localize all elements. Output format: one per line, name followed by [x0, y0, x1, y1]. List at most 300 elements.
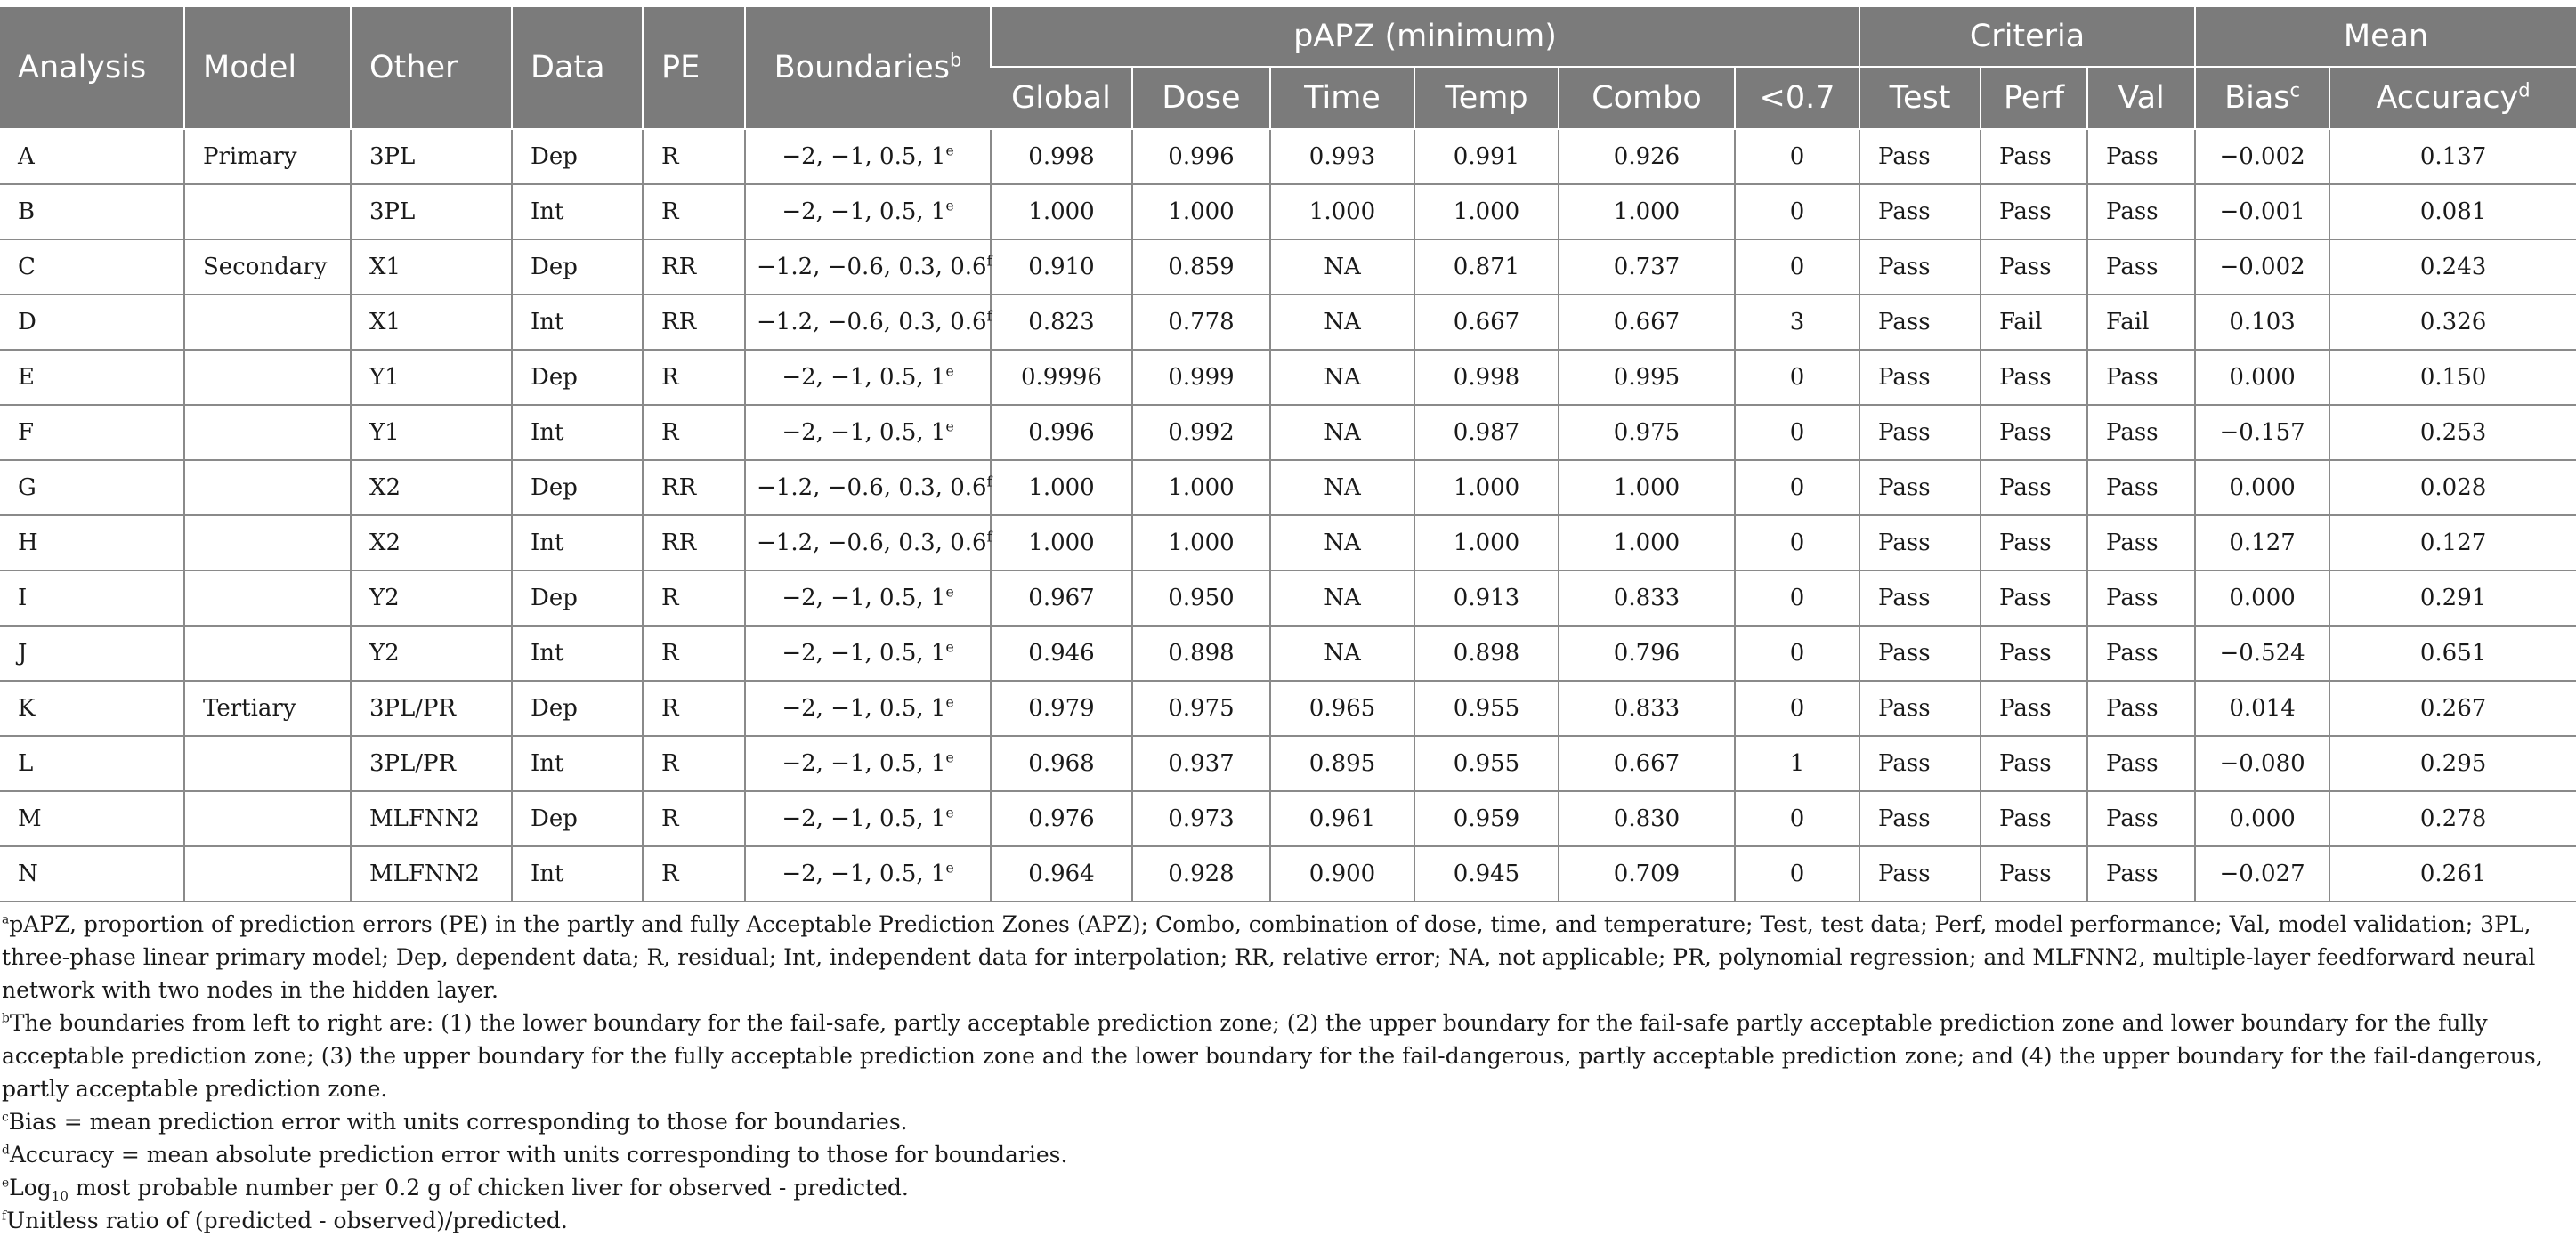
cell-data: Int: [512, 295, 643, 350]
cell-time: NA: [1270, 515, 1414, 570]
cell-perf: Pass: [1981, 626, 2087, 681]
cell-data: Dep: [512, 681, 643, 736]
footnote-c: [2, 1105, 2565, 1138]
cell-perf: Pass: [1981, 460, 2087, 515]
bounds-value: −1.2, −0.6, 0.3, 0.6: [757, 530, 987, 556]
cell-pe: R: [643, 736, 745, 791]
cell-other: Y1: [351, 405, 512, 460]
cell-time: NA: [1270, 460, 1414, 515]
group-papz: pAPZ (minimum): [991, 7, 1859, 67]
cell-pe: R: [643, 570, 745, 626]
cell-time: NA: [1270, 405, 1414, 460]
bounds-value: −2, −1, 0.5, 1: [782, 640, 946, 667]
cell-analysis: A: [0, 129, 184, 184]
bounds-footnote-mark: e: [945, 142, 954, 159]
cell-temp: 0.913: [1414, 570, 1559, 626]
col-temp: Temp: [1414, 67, 1559, 129]
cell-other: 3PL/PR: [351, 681, 512, 736]
cell-pe: R: [643, 405, 745, 460]
col-boundaries-label: Boundaries: [774, 50, 950, 85]
table-row: [0, 460, 2576, 515]
footnote-text: most probable number per 0.2 g of chicken liver for observed - predicted.: [68, 1175, 909, 1201]
col-test: Test: [1859, 67, 1981, 129]
col-boundaries: [745, 7, 991, 129]
cell-other: X2: [351, 515, 512, 570]
cell-bounds: [745, 570, 991, 626]
cell-other: 3PL/PR: [351, 736, 512, 791]
cell-global: 0.998: [991, 129, 1132, 184]
cell-global: 0.946: [991, 626, 1132, 681]
cell-perf: Pass: [1981, 736, 2087, 791]
cell-other: 3PL: [351, 184, 512, 239]
cell-lt07: 0: [1735, 405, 1859, 460]
cell-val: Pass: [2087, 570, 2195, 626]
footnote-text: Accuracy = mean absolute prediction error with units corresponding to those for boundaries.: [9, 1142, 1068, 1168]
footnote-subscript: 10: [51, 1188, 69, 1204]
cell-dose: 1.000: [1132, 460, 1270, 515]
bounds-footnote-mark: e: [945, 584, 954, 601]
bounds-footnote-mark: e: [945, 804, 954, 821]
bounds-footnote-mark: e: [945, 749, 954, 766]
cell-combo: 0.995: [1559, 350, 1735, 405]
footnote-mark: d: [2, 1143, 10, 1158]
table-row: [0, 515, 2576, 570]
cell-model: [184, 184, 351, 239]
footnote-d: [2, 1138, 2565, 1171]
footnote-a: [2, 908, 2565, 1007]
cell-analysis: C: [0, 239, 184, 295]
cell-time: 1.000: [1270, 184, 1414, 239]
cell-test: Pass: [1859, 129, 1981, 184]
cell-pe: R: [643, 129, 745, 184]
cell-test: Pass: [1859, 846, 1981, 901]
cell-analysis: I: [0, 570, 184, 626]
cell-bounds: [745, 736, 991, 791]
cell-val: Pass: [2087, 184, 2195, 239]
cell-bias: −0.002: [2195, 129, 2329, 184]
table-footnotes: [2, 908, 2565, 1237]
col-val: Val: [2087, 67, 2195, 129]
bounds-value: −2, −1, 0.5, 1: [782, 805, 946, 832]
cell-data: Int: [512, 515, 643, 570]
cell-bounds: [745, 460, 991, 515]
cell-temp: 1.000: [1414, 184, 1559, 239]
cell-model: Primary: [184, 129, 351, 184]
cell-pe: RR: [643, 295, 745, 350]
cell-val: Pass: [2087, 626, 2195, 681]
cell-bounds: [745, 681, 991, 736]
table-body: [0, 129, 2576, 901]
cell-bounds: [745, 239, 991, 295]
cell-other: MLFNN2: [351, 846, 512, 901]
cell-lt07: 0: [1735, 681, 1859, 736]
cell-other: MLFNN2: [351, 791, 512, 846]
cell-global: 0.910: [991, 239, 1132, 295]
cell-perf: Pass: [1981, 405, 2087, 460]
cell-perf: Pass: [1981, 570, 2087, 626]
col-accuracy-label: Accuracy: [2376, 80, 2519, 116]
cell-bias: 0.000: [2195, 350, 2329, 405]
cell-bounds: [745, 626, 991, 681]
cell-analysis: H: [0, 515, 184, 570]
cell-time: NA: [1270, 239, 1414, 295]
footnote-text: Unitless ratio of (predicted - observed)/predicted.: [6, 1208, 568, 1233]
footnote-mark: e: [2, 1176, 10, 1191]
cell-dose: 0.999: [1132, 350, 1270, 405]
cell-test: Pass: [1859, 295, 1981, 350]
cell-data: Dep: [512, 239, 643, 295]
cell-bounds: [745, 184, 991, 239]
col-time: Time: [1270, 67, 1414, 129]
cell-test: Pass: [1859, 736, 1981, 791]
col-boundaries-sup: b: [950, 49, 962, 71]
cell-combo: 0.833: [1559, 570, 1735, 626]
cell-bounds: [745, 515, 991, 570]
col-bias-label: Bias: [2224, 80, 2290, 116]
cell-combo: 0.833: [1559, 681, 1735, 736]
cell-accuracy: 0.278: [2329, 791, 2576, 846]
cell-combo: 0.926: [1559, 129, 1735, 184]
cell-bounds: [745, 405, 991, 460]
table-row: [0, 736, 2576, 791]
cell-test: Pass: [1859, 681, 1981, 736]
cell-bias: −0.524: [2195, 626, 2329, 681]
cell-test: Pass: [1859, 570, 1981, 626]
table-row: [0, 129, 2576, 184]
cell-dose: 0.973: [1132, 791, 1270, 846]
cell-lt07: 0: [1735, 791, 1859, 846]
cell-model: [184, 736, 351, 791]
cell-accuracy: 0.291: [2329, 570, 2576, 626]
cell-other: X1: [351, 239, 512, 295]
bounds-value: −1.2, −0.6, 0.3, 0.6: [757, 474, 987, 501]
cell-lt07: 0: [1735, 239, 1859, 295]
cell-dose: 0.898: [1132, 626, 1270, 681]
cell-test: Pass: [1859, 515, 1981, 570]
cell-combo: 1.000: [1559, 184, 1735, 239]
cell-lt07: 0: [1735, 515, 1859, 570]
cell-other: X2: [351, 460, 512, 515]
cell-val: Pass: [2087, 405, 2195, 460]
cell-temp: 0.898: [1414, 626, 1559, 681]
cell-data: Int: [512, 405, 643, 460]
cell-dose: 0.975: [1132, 681, 1270, 736]
cell-analysis: G: [0, 460, 184, 515]
cell-bounds: [745, 295, 991, 350]
bounds-footnote-mark: f: [986, 253, 992, 270]
cell-time: 0.900: [1270, 846, 1414, 901]
cell-lt07: 0: [1735, 350, 1859, 405]
cell-time: 0.895: [1270, 736, 1414, 791]
cell-bias: −0.001: [2195, 184, 2329, 239]
cell-analysis: D: [0, 295, 184, 350]
cell-data: Dep: [512, 129, 643, 184]
cell-accuracy: 0.081: [2329, 184, 2576, 239]
cell-accuracy: 0.243: [2329, 239, 2576, 295]
cell-lt07: 0: [1735, 184, 1859, 239]
bounds-footnote-mark: f: [986, 473, 992, 490]
cell-val: Pass: [2087, 129, 2195, 184]
cell-bias: −0.157: [2195, 405, 2329, 460]
bounds-value: −2, −1, 0.5, 1: [782, 419, 946, 446]
footnote-b: [2, 1007, 2565, 1105]
cell-global: 0.996: [991, 405, 1132, 460]
cell-data: Int: [512, 184, 643, 239]
cell-lt07: 0: [1735, 570, 1859, 626]
cell-global: 1.000: [991, 460, 1132, 515]
cell-dose: 0.937: [1132, 736, 1270, 791]
col-perf: Perf: [1981, 67, 2087, 129]
table-row: [0, 350, 2576, 405]
cell-time: NA: [1270, 295, 1414, 350]
table-row: [0, 570, 2576, 626]
table-row: [0, 239, 2576, 295]
cell-combo: 0.709: [1559, 846, 1735, 901]
cell-combo: 1.000: [1559, 460, 1735, 515]
cell-pe: R: [643, 626, 745, 681]
cell-dose: 0.996: [1132, 129, 1270, 184]
cell-accuracy: 0.253: [2329, 405, 2576, 460]
cell-global: 1.000: [991, 184, 1132, 239]
cell-pe: RR: [643, 460, 745, 515]
col-analysis: Analysis: [0, 7, 184, 129]
cell-test: Pass: [1859, 405, 1981, 460]
cell-combo: 0.737: [1559, 239, 1735, 295]
bounds-value: −2, −1, 0.5, 1: [782, 198, 946, 225]
cell-bounds: [745, 350, 991, 405]
bounds-footnote-mark: f: [986, 308, 992, 325]
cell-global: 0.976: [991, 791, 1132, 846]
cell-pe: R: [643, 184, 745, 239]
cell-other: 3PL: [351, 129, 512, 184]
cell-accuracy: 0.261: [2329, 846, 2576, 901]
cell-dose: 1.000: [1132, 184, 1270, 239]
cell-analysis: F: [0, 405, 184, 460]
cell-lt07: 3: [1735, 295, 1859, 350]
cell-bias: 0.127: [2195, 515, 2329, 570]
cell-perf: Pass: [1981, 184, 2087, 239]
footnote-text: Bias = mean prediction error with units corresponding to those for boundaries.: [8, 1109, 908, 1135]
cell-model: [184, 405, 351, 460]
cell-model: [184, 570, 351, 626]
col-other: Other: [351, 7, 512, 129]
cell-global: 0.9996: [991, 350, 1132, 405]
cell-model: [184, 626, 351, 681]
footnote-mark: a: [2, 912, 10, 927]
cell-data: Int: [512, 846, 643, 901]
cell-model: [184, 460, 351, 515]
cell-other: X1: [351, 295, 512, 350]
cell-val: Fail: [2087, 295, 2195, 350]
cell-val: Pass: [2087, 736, 2195, 791]
cell-time: 0.993: [1270, 129, 1414, 184]
cell-temp: 0.991: [1414, 129, 1559, 184]
cell-pe: R: [643, 681, 745, 736]
cell-temp: 1.000: [1414, 460, 1559, 515]
cell-lt07: 0: [1735, 626, 1859, 681]
cell-bias: −0.027: [2195, 846, 2329, 901]
bounds-footnote-mark: e: [945, 198, 954, 214]
cell-bounds: [745, 129, 991, 184]
cell-bias: −0.080: [2195, 736, 2329, 791]
col-accuracy: [2329, 67, 2576, 129]
cell-data: Dep: [512, 350, 643, 405]
cell-data: Dep: [512, 460, 643, 515]
cell-other: Y2: [351, 626, 512, 681]
cell-lt07: 1: [1735, 736, 1859, 791]
cell-time: 0.965: [1270, 681, 1414, 736]
table-header: [0, 7, 2576, 129]
cell-combo: 0.830: [1559, 791, 1735, 846]
bounds-footnote-mark: f: [986, 529, 992, 546]
cell-pe: R: [643, 350, 745, 405]
cell-bias: 0.000: [2195, 791, 2329, 846]
cell-bias: 0.000: [2195, 570, 2329, 626]
cell-lt07: 0: [1735, 129, 1859, 184]
table-row: [0, 405, 2576, 460]
cell-other: Y1: [351, 350, 512, 405]
cell-temp: 0.959: [1414, 791, 1559, 846]
cell-perf: Pass: [1981, 791, 2087, 846]
bounds-value: −2, −1, 0.5, 1: [782, 143, 946, 170]
cell-perf: Pass: [1981, 239, 2087, 295]
cell-global: 0.968: [991, 736, 1132, 791]
footnote-text: The boundaries from left to right are: (1) the lower boundary for the fail-safe, partly acceptable prediction zone; (2) the upper boundary for the fail-safe partly acceptable prediction zone and lower boundary for the fully acceptable prediction zone; (3) the upper boundary for the fully acceptable prediction zone and the lower boundary for the fail-dangerous, partly acceptable prediction zone; and (4) the upper boundary for the fail-dangerous, partly acceptable prediction zone.: [2, 1010, 2543, 1102]
footnote-mark: b: [2, 1011, 10, 1026]
cell-perf: Fail: [1981, 295, 2087, 350]
cell-val: Pass: [2087, 846, 2195, 901]
cell-dose: 0.859: [1132, 239, 1270, 295]
cell-val: Pass: [2087, 681, 2195, 736]
cell-temp: 0.955: [1414, 681, 1559, 736]
cell-pe: RR: [643, 239, 745, 295]
cell-other: Y2: [351, 570, 512, 626]
cell-combo: 0.975: [1559, 405, 1735, 460]
col-dose: Dose: [1132, 67, 1270, 129]
cell-temp: 0.987: [1414, 405, 1559, 460]
table-row: [0, 791, 2576, 846]
cell-temp: 0.955: [1414, 736, 1559, 791]
cell-global: 1.000: [991, 515, 1132, 570]
cell-analysis: B: [0, 184, 184, 239]
cell-perf: Pass: [1981, 129, 2087, 184]
cell-temp: 0.871: [1414, 239, 1559, 295]
table-row: [0, 681, 2576, 736]
cell-dose: 0.950: [1132, 570, 1270, 626]
cell-data: Dep: [512, 570, 643, 626]
bounds-footnote-mark: e: [945, 694, 954, 711]
cell-val: Pass: [2087, 791, 2195, 846]
cell-pe: RR: [643, 515, 745, 570]
cell-dose: 1.000: [1132, 515, 1270, 570]
bounds-value: −2, −1, 0.5, 1: [782, 364, 946, 391]
cell-model: [184, 295, 351, 350]
cell-test: Pass: [1859, 184, 1981, 239]
table-row: [0, 184, 2576, 239]
cell-test: Pass: [1859, 239, 1981, 295]
cell-model: Tertiary: [184, 681, 351, 736]
cell-accuracy: 0.267: [2329, 681, 2576, 736]
cell-temp: 0.998: [1414, 350, 1559, 405]
col-combo: Combo: [1559, 67, 1735, 129]
cell-pe: R: [643, 846, 745, 901]
cell-analysis: M: [0, 791, 184, 846]
cell-perf: Pass: [1981, 846, 2087, 901]
cell-analysis: J: [0, 626, 184, 681]
cell-perf: Pass: [1981, 515, 2087, 570]
group-criteria: Criteria: [1859, 7, 2195, 67]
cell-dose: 0.928: [1132, 846, 1270, 901]
col-global: Global: [991, 67, 1132, 129]
bounds-footnote-mark: e: [945, 860, 954, 877]
cell-accuracy: 0.651: [2329, 626, 2576, 681]
cell-accuracy: 0.127: [2329, 515, 2576, 570]
bounds-footnote-mark: e: [945, 418, 954, 435]
cell-data: Int: [512, 626, 643, 681]
bounds-value: −2, −1, 0.5, 1: [782, 750, 946, 777]
cell-dose: 0.778: [1132, 295, 1270, 350]
footnote-text: pAPZ, proportion of prediction errors (PE) in the partly and fully Acceptable Prediction Zones (APZ); Combo, combination of dose, time, and temperature; Test, test data; Perf, model performance; Val, model validation; 3PL, three-phase linear primary model; Dep, dependent data; R, residual; Int, independent data for interpolation; RR, relative error; NA, not applicable; PR, polynomial regression; and MLFNN2, multiple-layer feedforward neural network with two nodes in the hidden layer.: [2, 911, 2536, 1003]
footnote-mark: c: [2, 1110, 9, 1125]
cell-global: 0.964: [991, 846, 1132, 901]
cell-test: Pass: [1859, 791, 1981, 846]
cell-val: Pass: [2087, 350, 2195, 405]
col-pe: PE: [643, 7, 745, 129]
cell-bounds: [745, 791, 991, 846]
cell-combo: 0.796: [1559, 626, 1735, 681]
cell-accuracy: 0.137: [2329, 129, 2576, 184]
cell-temp: 1.000: [1414, 515, 1559, 570]
cell-bias: 0.000: [2195, 460, 2329, 515]
cell-data: Dep: [512, 791, 643, 846]
cell-bias: −0.002: [2195, 239, 2329, 295]
cell-accuracy: 0.295: [2329, 736, 2576, 791]
results-table: [0, 7, 2576, 902]
cell-bounds: [745, 846, 991, 901]
cell-lt07: 0: [1735, 846, 1859, 901]
bounds-value: −1.2, −0.6, 0.3, 0.6: [757, 309, 987, 336]
cell-accuracy: 0.150: [2329, 350, 2576, 405]
col-model: Model: [184, 7, 351, 129]
cell-model: [184, 350, 351, 405]
bounds-value: −2, −1, 0.5, 1: [782, 695, 946, 722]
footnote-f: [2, 1204, 2565, 1237]
cell-time: NA: [1270, 626, 1414, 681]
bounds-footnote-mark: e: [945, 363, 954, 380]
cell-test: Pass: [1859, 626, 1981, 681]
cell-pe: R: [643, 791, 745, 846]
col-lt07: <0.7: [1735, 67, 1859, 129]
cell-bias: 0.014: [2195, 681, 2329, 736]
footnote-mark: f: [2, 1209, 7, 1224]
bounds-value: −2, −1, 0.5, 1: [782, 585, 946, 611]
cell-time: 0.961: [1270, 791, 1414, 846]
cell-perf: Pass: [1981, 681, 2087, 736]
cell-time: NA: [1270, 350, 1414, 405]
cell-temp: 0.945: [1414, 846, 1559, 901]
cell-test: Pass: [1859, 460, 1981, 515]
cell-perf: Pass: [1981, 350, 2087, 405]
cell-model: [184, 791, 351, 846]
col-accuracy-sup: d: [2518, 79, 2531, 101]
table-row: [0, 626, 2576, 681]
cell-analysis: L: [0, 736, 184, 791]
cell-combo: 0.667: [1559, 736, 1735, 791]
footnote-e: [2, 1171, 2565, 1204]
bounds-value: −1.2, −0.6, 0.3, 0.6: [757, 254, 987, 280]
cell-global: 0.967: [991, 570, 1132, 626]
cell-global: 0.979: [991, 681, 1132, 736]
